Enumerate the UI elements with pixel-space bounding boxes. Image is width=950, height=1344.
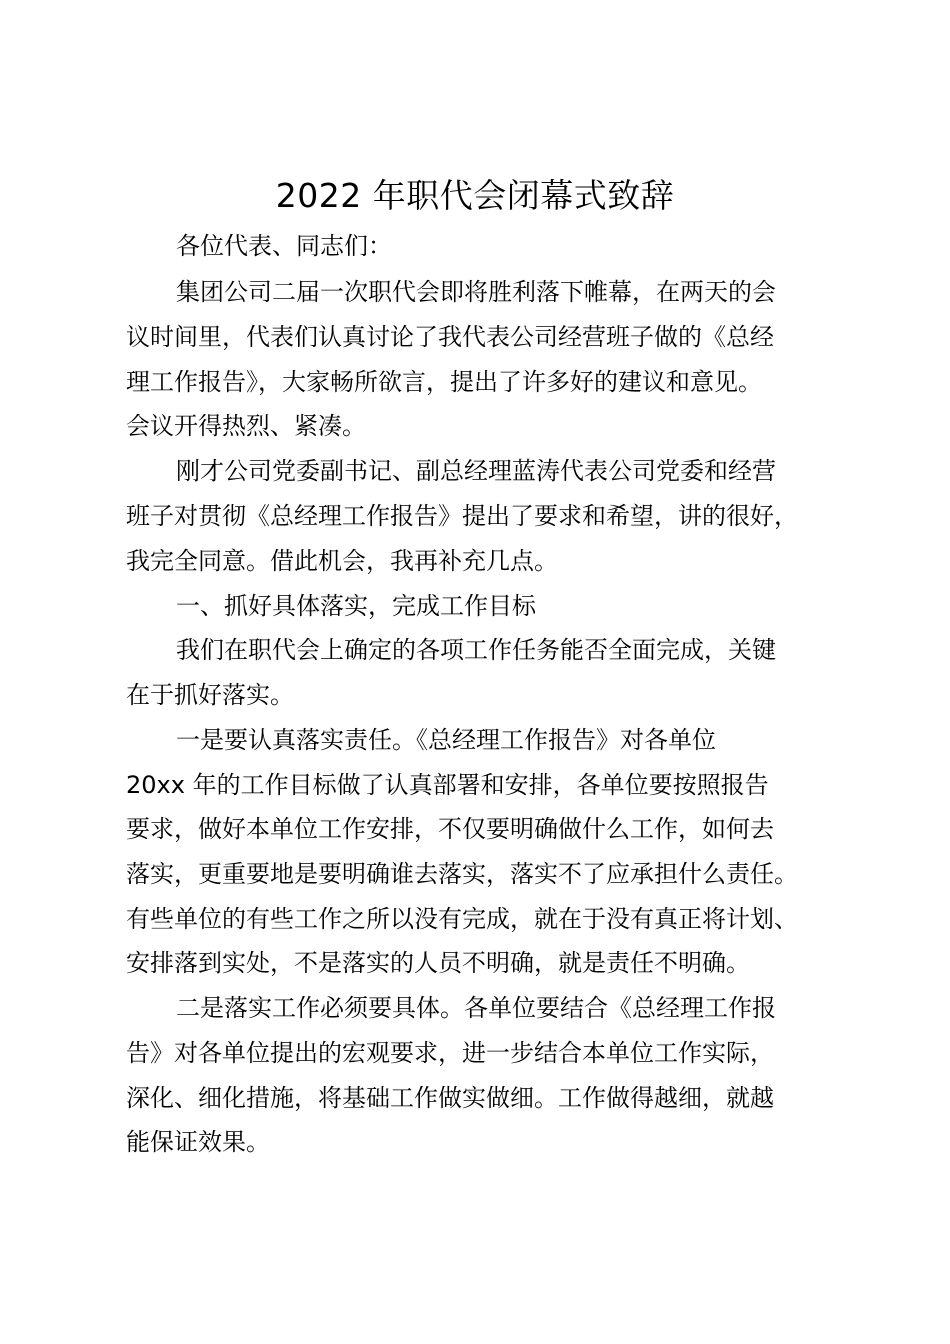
document-title: 2022 年职代会闭幕式致辞 (275, 176, 675, 215)
paragraph-line: 告》对各单位提出的宏观要求，进一步结合本单位工作实际， (126, 1039, 774, 1067)
paragraph-line: 我们在职代会上确定的各项工作任务能否全面完成，关键 (176, 636, 776, 664)
paragraph-line: 要求，做好本单位工作安排，不仅要明确做什么工作，如何去 (126, 815, 774, 843)
paragraph-line: 议时间里，代表们认真讨论了我代表公司经营班子做的《总经 (126, 323, 774, 351)
paragraph-line: 安排落到实处，不是落实的人员不明确，就是责任不明确。 (126, 949, 750, 977)
paragraph-line: 有些单位的有些工作之所以没有完成，就在于没有真正将计划、 (126, 905, 798, 933)
paragraph-line: 班子对贯彻《总经理工作报告》提出了要求和希望，讲的很好， (126, 502, 798, 530)
paragraph-line: 我完全同意。借此机会，我再补充几点。 (126, 547, 558, 575)
salutation: 各位代表、同志们： (176, 232, 392, 260)
paragraph-line: 集团公司二届一次职代会即将胜利落下帷幕，在两天的会 (176, 278, 776, 306)
section-heading: 一、抓好具体落实，完成工作目标 (176, 592, 536, 620)
paragraph-line: 落实，更重要地是要明确谁去落实，落实不了应承担什么责任。 (126, 860, 798, 888)
paragraph-line: 20xx 年的工作目标做了认真部署和安排，各单位要按照报告 (126, 771, 769, 799)
paragraph-line: 理工作报告》，大家畅所欲言，提出了许多好的建议和意见。 (126, 368, 762, 396)
paragraph-line: 深化、细化措施，将基础工作做实做细。工作做得越细，就越 (126, 1084, 774, 1112)
paragraph-line: 会议开得热烈、紧凑。 (126, 412, 366, 440)
paragraph-line: 一是要认真落实责任。《总经理工作报告》对各单位 (176, 726, 716, 754)
paragraph-line: 在于抓好落实。 (126, 681, 294, 709)
paragraph-line: 能保证效果。 (126, 1128, 270, 1156)
paragraph-line: 二是落实工作必须要具体。各单位要结合《总经理工作报 (176, 994, 776, 1022)
paragraph-line: 刚才公司党委副书记、副总经理蓝涛代表公司党委和经营 (176, 457, 776, 485)
